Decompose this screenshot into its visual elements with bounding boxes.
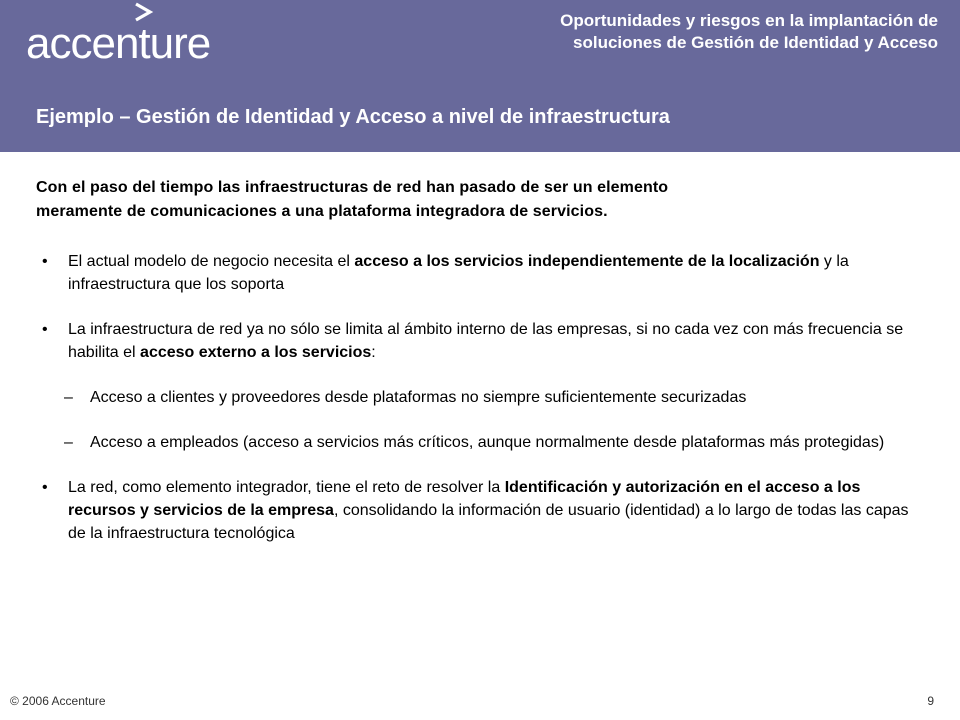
intro-line1: Con el paso del tiempo las infraestructuras de red han pasado de ser un elemento (36, 179, 669, 196)
intro-paragraph (36, 176, 896, 224)
bullet-text: y la infraestructura que los soporta (68, 253, 849, 293)
bullet-item-network-challenge (42, 476, 912, 545)
bullet-item-business-model (42, 250, 912, 296)
deck-title-line1: Oportunidades y riesgos en la implantación de (560, 11, 938, 30)
accenture-logo (26, 0, 226, 72)
bullet-marker: • (42, 253, 48, 270)
intro-line2: meramente de comunicaciones a una plataforma integradora de servicios. (36, 203, 608, 220)
deck-title-line2: soluciones de Gestión de Identidad y Acceso (573, 33, 938, 52)
logo-text: accenture (26, 19, 211, 68)
footer-copyright: © 2006 Accenture (10, 694, 106, 708)
bullet-item-external-access (42, 318, 912, 364)
bullet-marker: • (42, 321, 48, 338)
bullet-marker: • (42, 479, 48, 496)
sub-item-text: Acceso a empleados (acceso a servicios más críticos, aunque normalmente desde plataformas más protegidas) (90, 434, 885, 451)
deck-title (418, 10, 938, 54)
bullet-text: La infraestructura de red ya no sólo se limita al ámbito interno de las empresas, si no cada vez con más frecuencia se habilita el (68, 321, 904, 361)
dash-marker: – (64, 434, 73, 451)
slide-title: Ejemplo – Gestión de Identidad y Acceso a nivel de infraestructura (36, 106, 670, 128)
bullet-text: : (371, 344, 376, 361)
sub-item-text: Acceso a clientes y proveedores desde plataformas no siempre suficientemente securizadas (90, 389, 747, 406)
bullet-bold-text: Identificación y autorización en el acceso a los recursos y servicios de la empresa (68, 479, 861, 519)
bullet-list (42, 250, 912, 567)
bullet-bold-text: acceso a los servicios independientemente de la localización (354, 253, 820, 270)
bullet-text: El actual modelo de negocio necesita el (68, 253, 355, 270)
dash-marker: – (64, 389, 73, 406)
sub-item-employees-access (64, 431, 912, 454)
page-number: 9 (927, 694, 934, 708)
bullet-text: , consolidando la información de usuario (identidad) a lo largo de todas las capas de la infraestructura tecnológica (68, 502, 909, 542)
bullet-text: La red, como elemento integrador, tiene el reto de resolver la (68, 479, 505, 496)
header-band (0, 0, 960, 152)
sub-item-clients-access (64, 386, 912, 409)
bullet-bold-text: acceso externo a los servicios (140, 344, 372, 361)
